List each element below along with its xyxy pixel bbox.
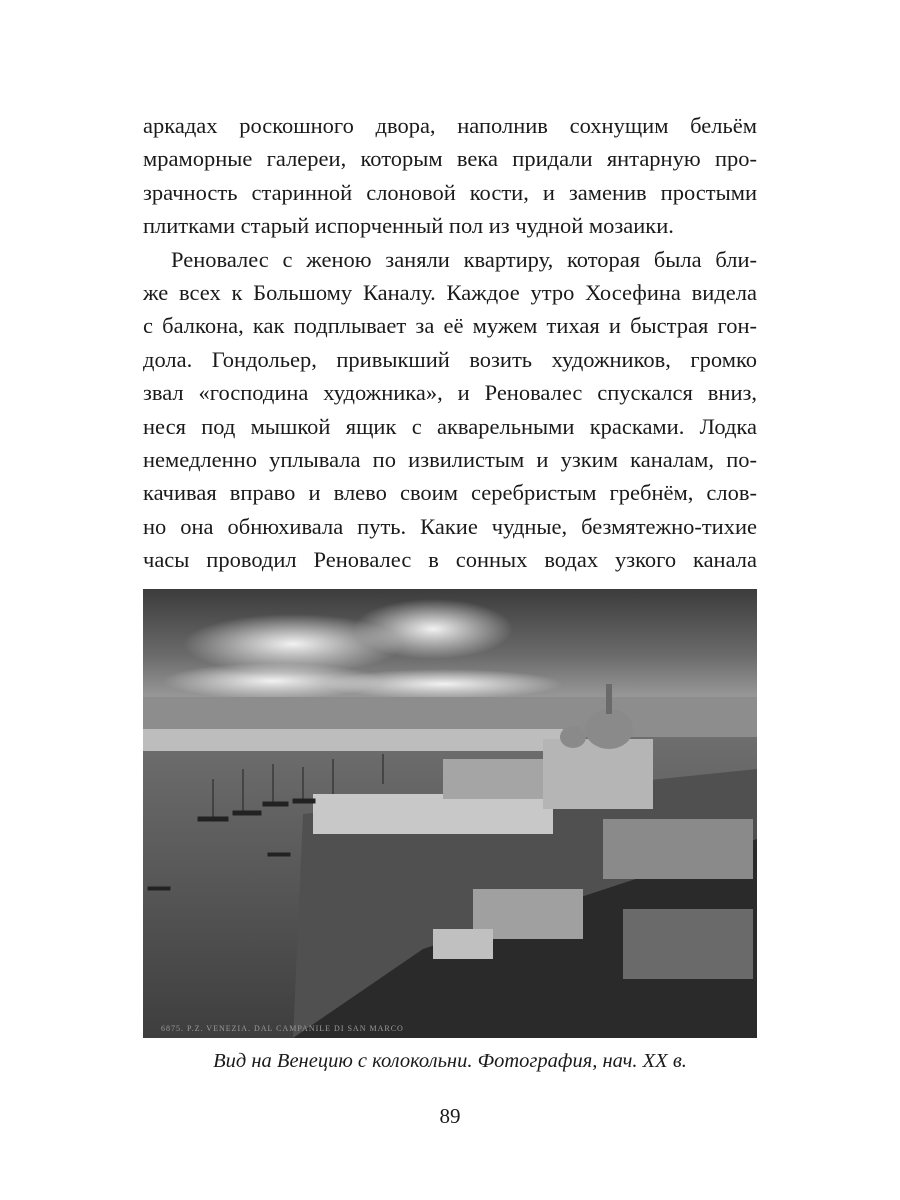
photo-inscription: 6875. P.Z. VENEZIA. DAL CAMPANILE DI SAN MARCO xyxy=(161,1024,404,1033)
text-line: но она обнюхивала путь. Какие чудные, безмятежно-тихие xyxy=(143,513,757,539)
text-line: аркадах роскошного двора, наполнив сохнущим бельём xyxy=(143,113,757,138)
page-number: 89 xyxy=(439,1104,461,1128)
text-line: немедленно уплывала по извилистым и узким каналам, по- xyxy=(143,446,757,472)
text-line: же всех к Большому Каналу. Каждое утро Хосефина видела xyxy=(143,279,757,305)
text-line: мраморные галереи, которым века придали янтарную про- xyxy=(143,146,757,172)
text-line: зрачность старинной слоновой кости, и заменив простыми xyxy=(143,179,757,205)
text-line: Реновалес с женою заняли квартиру, которая была бли- xyxy=(171,246,757,272)
figure-caption: Вид на Венецию с колокольни. Фотография, нач. XX в. xyxy=(213,1050,687,1072)
body-text xyxy=(143,109,757,576)
venice-photo xyxy=(143,589,757,1038)
text-line: с балкона, как подплывает за её мужем тихая и быстрая гон- xyxy=(143,313,757,339)
text-line: плитками старый испорченный пол из чудной мозаики. xyxy=(143,213,674,239)
text-line: часы проводил Реновалес в сонных водах узкого канала xyxy=(143,547,757,573)
text-line: звал «господина художника», и Реновалес спускался вниз, xyxy=(143,380,757,406)
text-line: дола. Гондольер, привыкший возить художников, громко xyxy=(143,346,757,372)
text-line: качивая вправо и влево своим серебристым гребнём, слов- xyxy=(143,480,757,506)
text-line: неся под мышкой ящик с акварельными красками. Лодка xyxy=(143,413,757,439)
